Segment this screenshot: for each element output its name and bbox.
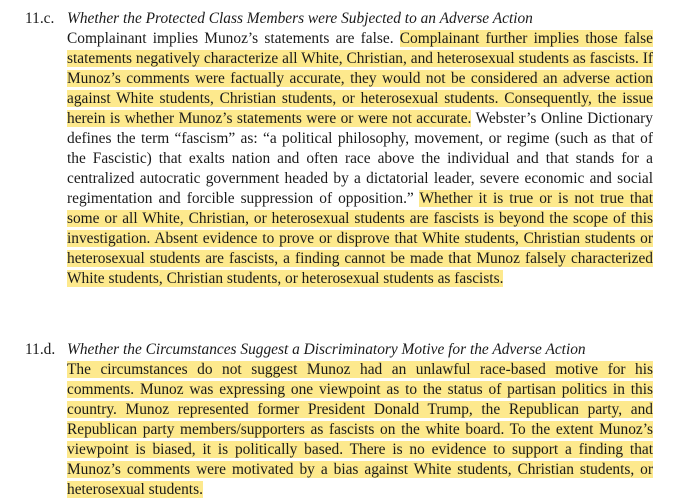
- section-body: [67, 29, 653, 289]
- highlighted-text-segment: The circumstances do not suggest Munoz had an unlawful race-based motive for his comments. Munoz was expressing one viewpoint as to the status of partisan politics in this country. Munoz represented former President Donald Trump, the Republican party, and Republican party members/supporters as fascists on the white board. To the extent Munoz’s viewpoint is biased, it is politically based. There is no evidence to support a finding that Munoz’s comments were motivated by a bias against White students, Christian students, or heterosexual students.: [67, 361, 653, 498]
- section-11d: [0, 340, 693, 498]
- section-number: 11.d.: [25, 341, 56, 358]
- section-title: Whether the Protected Class Members were Subjected to an Adverse Action: [67, 10, 533, 27]
- section-title: Whether the Circumstances Suggest a Discriminatory Motive for the Adverse Action: [67, 341, 586, 358]
- highlighted-text-segment: Whether it is true or is not true that some or all White, Christian, or heterosexual students are fascists is beyond the scope of this investigation. Absent evidence to prove or disprove that White students, Christian students or heterosexual students are fascists, a finding cannot be made that Munoz falsely characterized White students, Christian students, or heterosexual students as fascists.: [67, 190, 654, 287]
- section-body: [67, 360, 653, 500]
- section-11c: [0, 9, 693, 287]
- section-heading: [0, 340, 693, 360]
- highlighted-text-segment: Complainant further implies those false statements negatively characterize all White, Christian, and heterosexual students as fascists. If Munoz’s comments were factually accurate, they would not be considered an adverse action against White students, Christian students, or heterosexual students. Consequently, the issue herein is whether Munoz’s statements were or were not accurate.: [67, 30, 653, 127]
- text-segment: Complainant implies Munoz’s statements are false.: [67, 30, 400, 47]
- section-number: 11.c.: [25, 10, 55, 27]
- text-segment: Webster’s Online Dictionary defines the term “fascism” as: “a political philosophy, movement, or regime (such as that of the Fascistic) that exalts nation and often race above the individual and that stands for a centralized autocratic government headed by a dictatorial leader, severe economic and social regimentation and forcible suppression of opposition.”: [67, 110, 653, 207]
- section-heading: [0, 9, 693, 29]
